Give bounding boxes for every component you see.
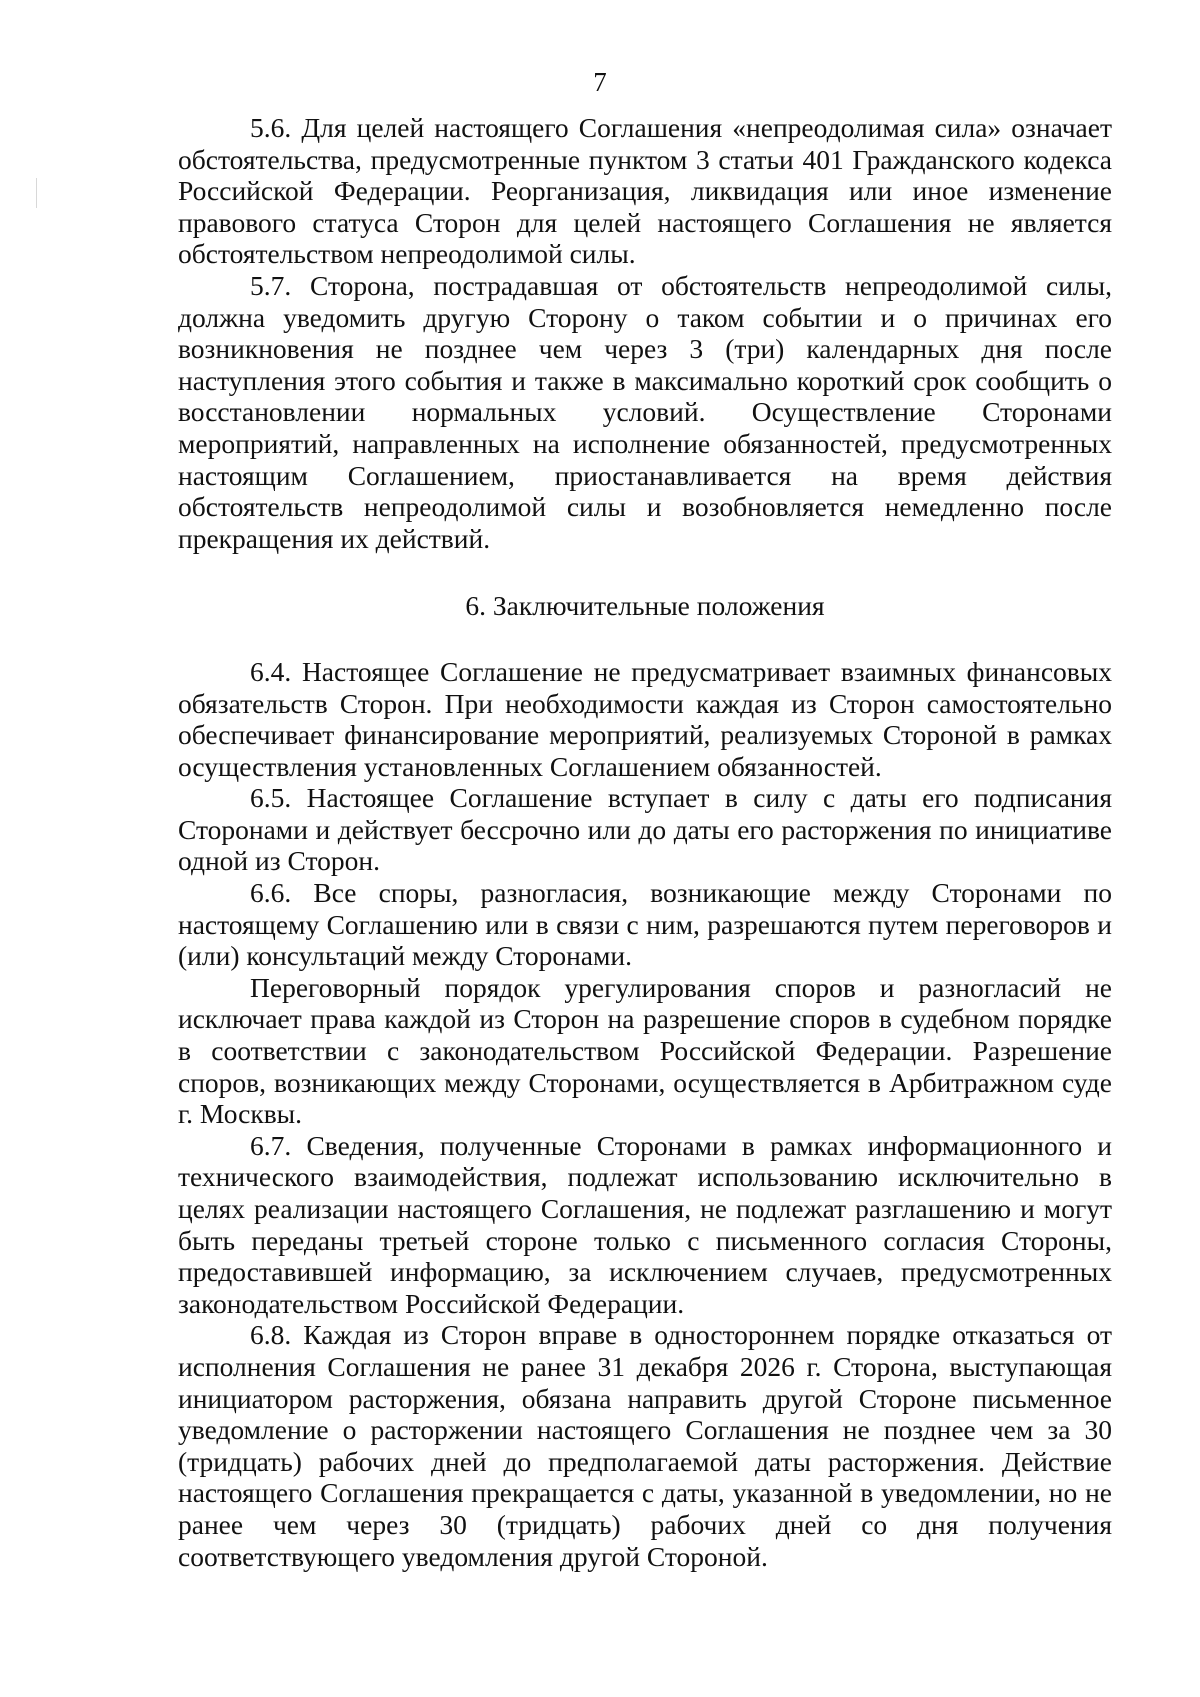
page-number: 7 (593, 67, 607, 97)
paragraph-6-6-continued: Переговорный порядок урегулирования споров и разногласий не исключает права каждой из Сторон на разрешение споров в судебном порядке в соответствии с законодательством Российской Федерации. Разрешение споров, возникающих между Сторонами, осуществляется в Арбитражном суде г. Москвы. (178, 971, 1112, 1130)
paragraph-6-5: 6.5. Настоящее Соглашение вступает в силу с даты его подписания Сторонами и действует бессрочно или до даты его расторжения по инициативе одной из Сторон. (178, 782, 1112, 877)
paragraph-6-6: 6.6. Все споры, разногласия, возникающие между Сторонами по настоящему Соглашению или в связи с ним, разрешаются путем переговоров и (или) консультаций между Сторонами. (178, 877, 1112, 972)
paragraph-5-6: 5.6. Для целей настоящего Соглашения «непреодолимая сила» означает обстоятельства, предусмотренные пунктом 3 статьи 401 Гражданского кодекса Российской Федерации. Реорганизация, ликвидация или иное изменение правового статуса Сторон для целей настоящего Соглашения не является обстоятельством непреодолимой силы. (178, 112, 1112, 270)
scan-margin-mark (36, 178, 37, 208)
paragraph-6-7: 6.7. Сведения, полученные Сторонами в рамках информационного и технического взаимодействия, подлежат использованию исключительно в целях реализации настоящего Соглашения, не подлежат разглашению и могут быть переданы третьей стороне только с письменного согласия Стороны, предоставившей информацию, за исключением случаев, предусмотренных законодательством Российской Федерации. (178, 1129, 1112, 1319)
document-body (178, 112, 1112, 1572)
paragraph-6-4: 6.4. Настоящее Соглашение не предусматривает взаимных финансовых обязательств Сторон. При необходимости каждая из Сторон самостоятельно обеспечивает финансирование мероприятий, реализуемых Стороной в рамках осуществления установленных Соглашением обязанностей. (178, 655, 1112, 782)
paragraph-6-8: 6.8. Каждая из Сторон вправе в одностороннем порядке отказаться от исполнения Соглашения не ранее 31 декабря 2026 г. Сторона, выступающая инициатором расторжения, обязана направить другой Стороне письменное уведомление о расторжении настоящего Соглашения не позднее чем за 30 (тридцать) рабочих дней до предполагаемой даты расторжения. Действие настоящего Соглашения прекращается с даты, указанной в уведомлении, но не ранее чем через 30 (тридцать) рабочих дней со дня получения соответствующего уведомления другой Стороной. (178, 1319, 1112, 1572)
section-heading: 6. Заключительные положения (465, 590, 825, 622)
paragraph-5-7: 5.7. Сторона, пострадавшая от обстоятельств непреодолимой силы, должна уведомить другую Сторону о таком событии и о причинах его возникновения не позднее чем через 3 (три) календарных дня после наступления этого события и также в максимально короткий срок сообщить о восстановлении нормальных условий. Осуществление Сторонами мероприятий, направленных на исполнение обязанностей, предусмотренных настоящим Соглашением, приостанавливается на время действия обстоятельств непреодолимой силы и возобновляется немедленно после прекращения их действий. (178, 269, 1112, 554)
